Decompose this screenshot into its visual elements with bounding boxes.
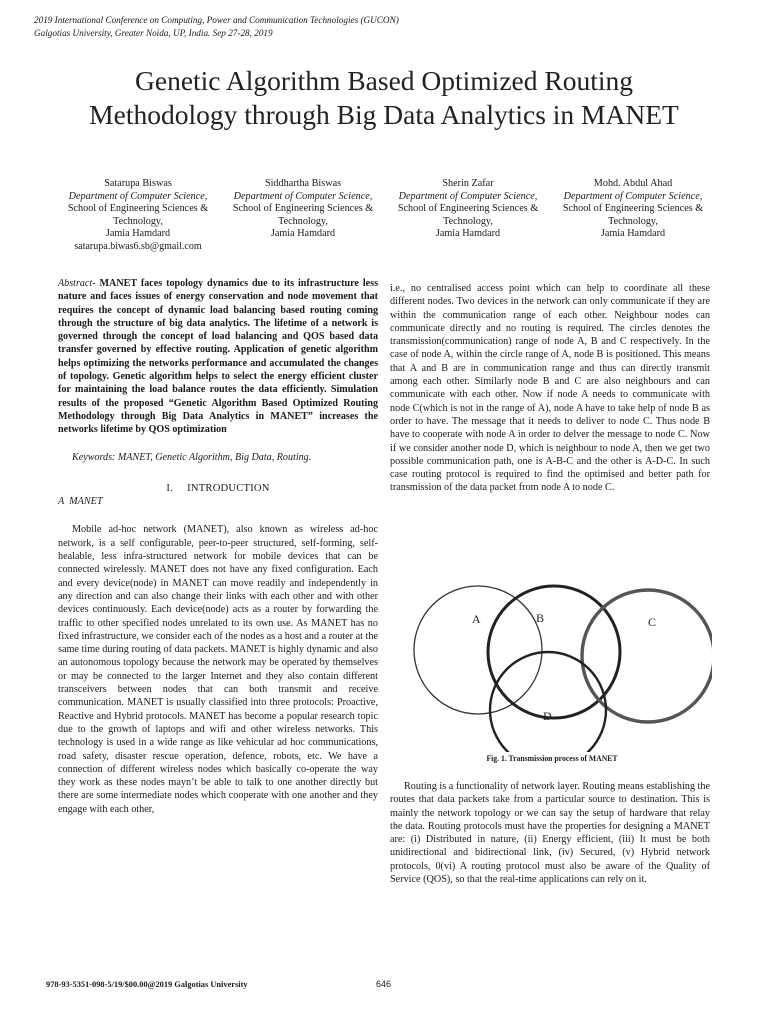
figure-manet xyxy=(392,584,712,770)
author-name: Mohd. Abdul Ahad xyxy=(593,178,673,189)
node-label-a: A xyxy=(472,612,481,626)
abstract xyxy=(58,277,378,437)
abstract-text: MANET faces topology dynamics due to its infrastructure less nature and faces issues of energy conservation and node movement that requires the concept of dynamic load balancing based routing coming through the structure of big data analytics. The lifetime of a network is governed through the concept of load balancing and QOS based data transfer governed by effective routing. Application of genetic algorithm helps optimizing the networks performance and accumulated the changes of topology. Genetic algorithm helps to select the energy efficient cluster for maintaining the load balance routes the data efficiently. Simulation results of the proposed “Genetic Algorithm Based Optimized Routing Methodology through Big Data Analytics in MANET” increases the networks lifetime by QOS optimization xyxy=(58,278,378,436)
author-univ: Jamia Hamdard xyxy=(270,228,336,239)
conference-line-1: 2019 International Conference on Computing, Power and Communication Technologies (GUCON) xyxy=(34,15,399,25)
author-3 xyxy=(382,178,554,241)
footer-isbn: 978-93-5351-098-5/19/$00.00@2019 Galgotias University xyxy=(46,980,248,989)
author-univ: Jamia Hamdard xyxy=(600,228,666,239)
intro-paragraph: Mobile ad-hoc network (MANET), also known as wireless ad-hoc network, is a self configurable, peer-to-peer structured, self-forming, self-healable, less infra-structured network for mobile devices that can be connected wirelessly. MANET does not have any fixed configuration. Each and every device(node) in MANET can move readily and independently in any direction and can also change their links with each other and with other devices continuously. Each device(node) acts as a router by forwarding the traffic to other specified nodes unrelated to its own use. As MANET has no fixed infrastructure, we consider each of the nodes as a host and a router at the same time during routing of data packets. MANET is highly dynamic and also an autonomous topology because the network may be operated by themselves or may be connected to the larger Internet and they also contain different transceivers between nodes that can both transmit and receive communication. MANET is usually classified into three protocols: Proactive, Reactive and Hybrid protocols. MANET has become a popular research topic due to the growth of laptops and wifi and other wireless networks. This technology is used in a wide range as like vehicular ad hoc communications, road safety, disaster rescue operation, defence, robots, etc. We have a connection of different wireless nodes which basically co-operate the way they work as these nodes mayn’t be able to talk to one another directly but there are some intermediate nodes which cooperate with one another and they engage with each other, xyxy=(58,524,378,815)
node-label-b: B xyxy=(536,611,545,625)
author-school: School of Engineering Sciences & Technology, xyxy=(232,203,374,227)
paper-title: Genetic Algorithm Based Optimized Routing Methodology through Big Data Analytics in MANET xyxy=(89,65,679,130)
author-1 xyxy=(52,178,224,253)
right-column-bottom xyxy=(390,780,710,886)
keywords: Keywords: MANET, Genetic Algorithm, Big Data, Routing. xyxy=(72,451,312,463)
right-paragraph-1: i.e., no centralised access point which can help to coordinate all these different nodes. Two devices in the network can only communicate if they are within the communication range of each other. Neighbour nodes can communicate directly and no routing is required. The circles denotes the transmission(communication) range of node A, B and C respectively. In the case of node A, within the circle range of A, node B is positioned. This means that A and B are in communication range and thus can directly transmit among each other. Similarly node B and C are also neighbours and can communicate with each other. Now if node A needs to communicate with node C(which is not in the range of A), node A have to take help of node B as order to have. The message that it needs to deliver to node C. Thus node B have to cooperate with node A in order to delver the message to node C. Now if we consider another node D, which is neighbour to node A, then we get two possible communication path, one is A-B-C and the other is A-D-C. In such case routing protocol is required to find the optimised and better path for transmission of the data packet from node A to node C. xyxy=(390,283,710,494)
conference-line-2: Galgotias University, Greater Noida, UP, India. Sep 27-28, 2019 xyxy=(34,27,273,38)
author-name: Siddhartha Biswas xyxy=(264,178,342,189)
author-univ: Jamia Hamdard xyxy=(435,228,501,239)
author-name: Satarupa Biswas xyxy=(104,178,172,189)
range-circle-a xyxy=(414,586,545,714)
author-2 xyxy=(217,178,389,241)
figure-caption: Fig. 1. Transmission process of MANET xyxy=(486,754,618,763)
section-heading: I. INTRODUCTION xyxy=(166,482,270,494)
transmission-diagram xyxy=(392,584,712,752)
author-dept: Department of Computer Science, xyxy=(563,190,703,202)
author-4 xyxy=(547,178,719,241)
abstract-label: Abstract- xyxy=(58,278,96,289)
left-column xyxy=(58,277,378,816)
author-dept: Department of Computer Science, xyxy=(233,190,373,202)
range-circle-c xyxy=(582,590,712,722)
range-circle-d xyxy=(490,652,606,752)
author-name: Sherin Zafar xyxy=(442,178,494,189)
author-school: School of Engineering Sciences & Technology, xyxy=(397,203,539,227)
node-label-d: D xyxy=(543,709,552,723)
node-label-c: C xyxy=(648,615,657,629)
right-column-top xyxy=(390,282,710,495)
author-email: satarupa.biwas6.sb@gmail.com xyxy=(74,240,202,252)
author-dept: Department of Computer Science, xyxy=(398,190,538,202)
subsection-heading: A MANET xyxy=(58,496,103,508)
author-univ: Jamia Hamdard xyxy=(105,228,171,239)
conference-header xyxy=(34,14,734,39)
page-number: 646 xyxy=(376,979,392,989)
author-dept: Department of Computer Science, xyxy=(68,190,208,202)
author-school: School of Engineering Sciences & Technology, xyxy=(67,203,209,227)
author-school: School of Engineering Sciences & Technology, xyxy=(562,203,704,227)
right-paragraph-2: Routing is a functionality of network layer. Routing means establishing the routes that data packets take from a particular source to destination. This is mainly the network topology or we can say the setup of hardware that relay the data. Routing protocols must have the properties for designing a MANET are: (i) Distributed in nature, (ii) Energy efficient, (iii) It must be both unidirectional and bidirectional link, (iv) Secured, (v) Hybrid network protocols, 0(vi) A routing protocol must also be aware of the Quality of Service (QOS), so that the real-time applications can rely on it. xyxy=(390,781,710,886)
